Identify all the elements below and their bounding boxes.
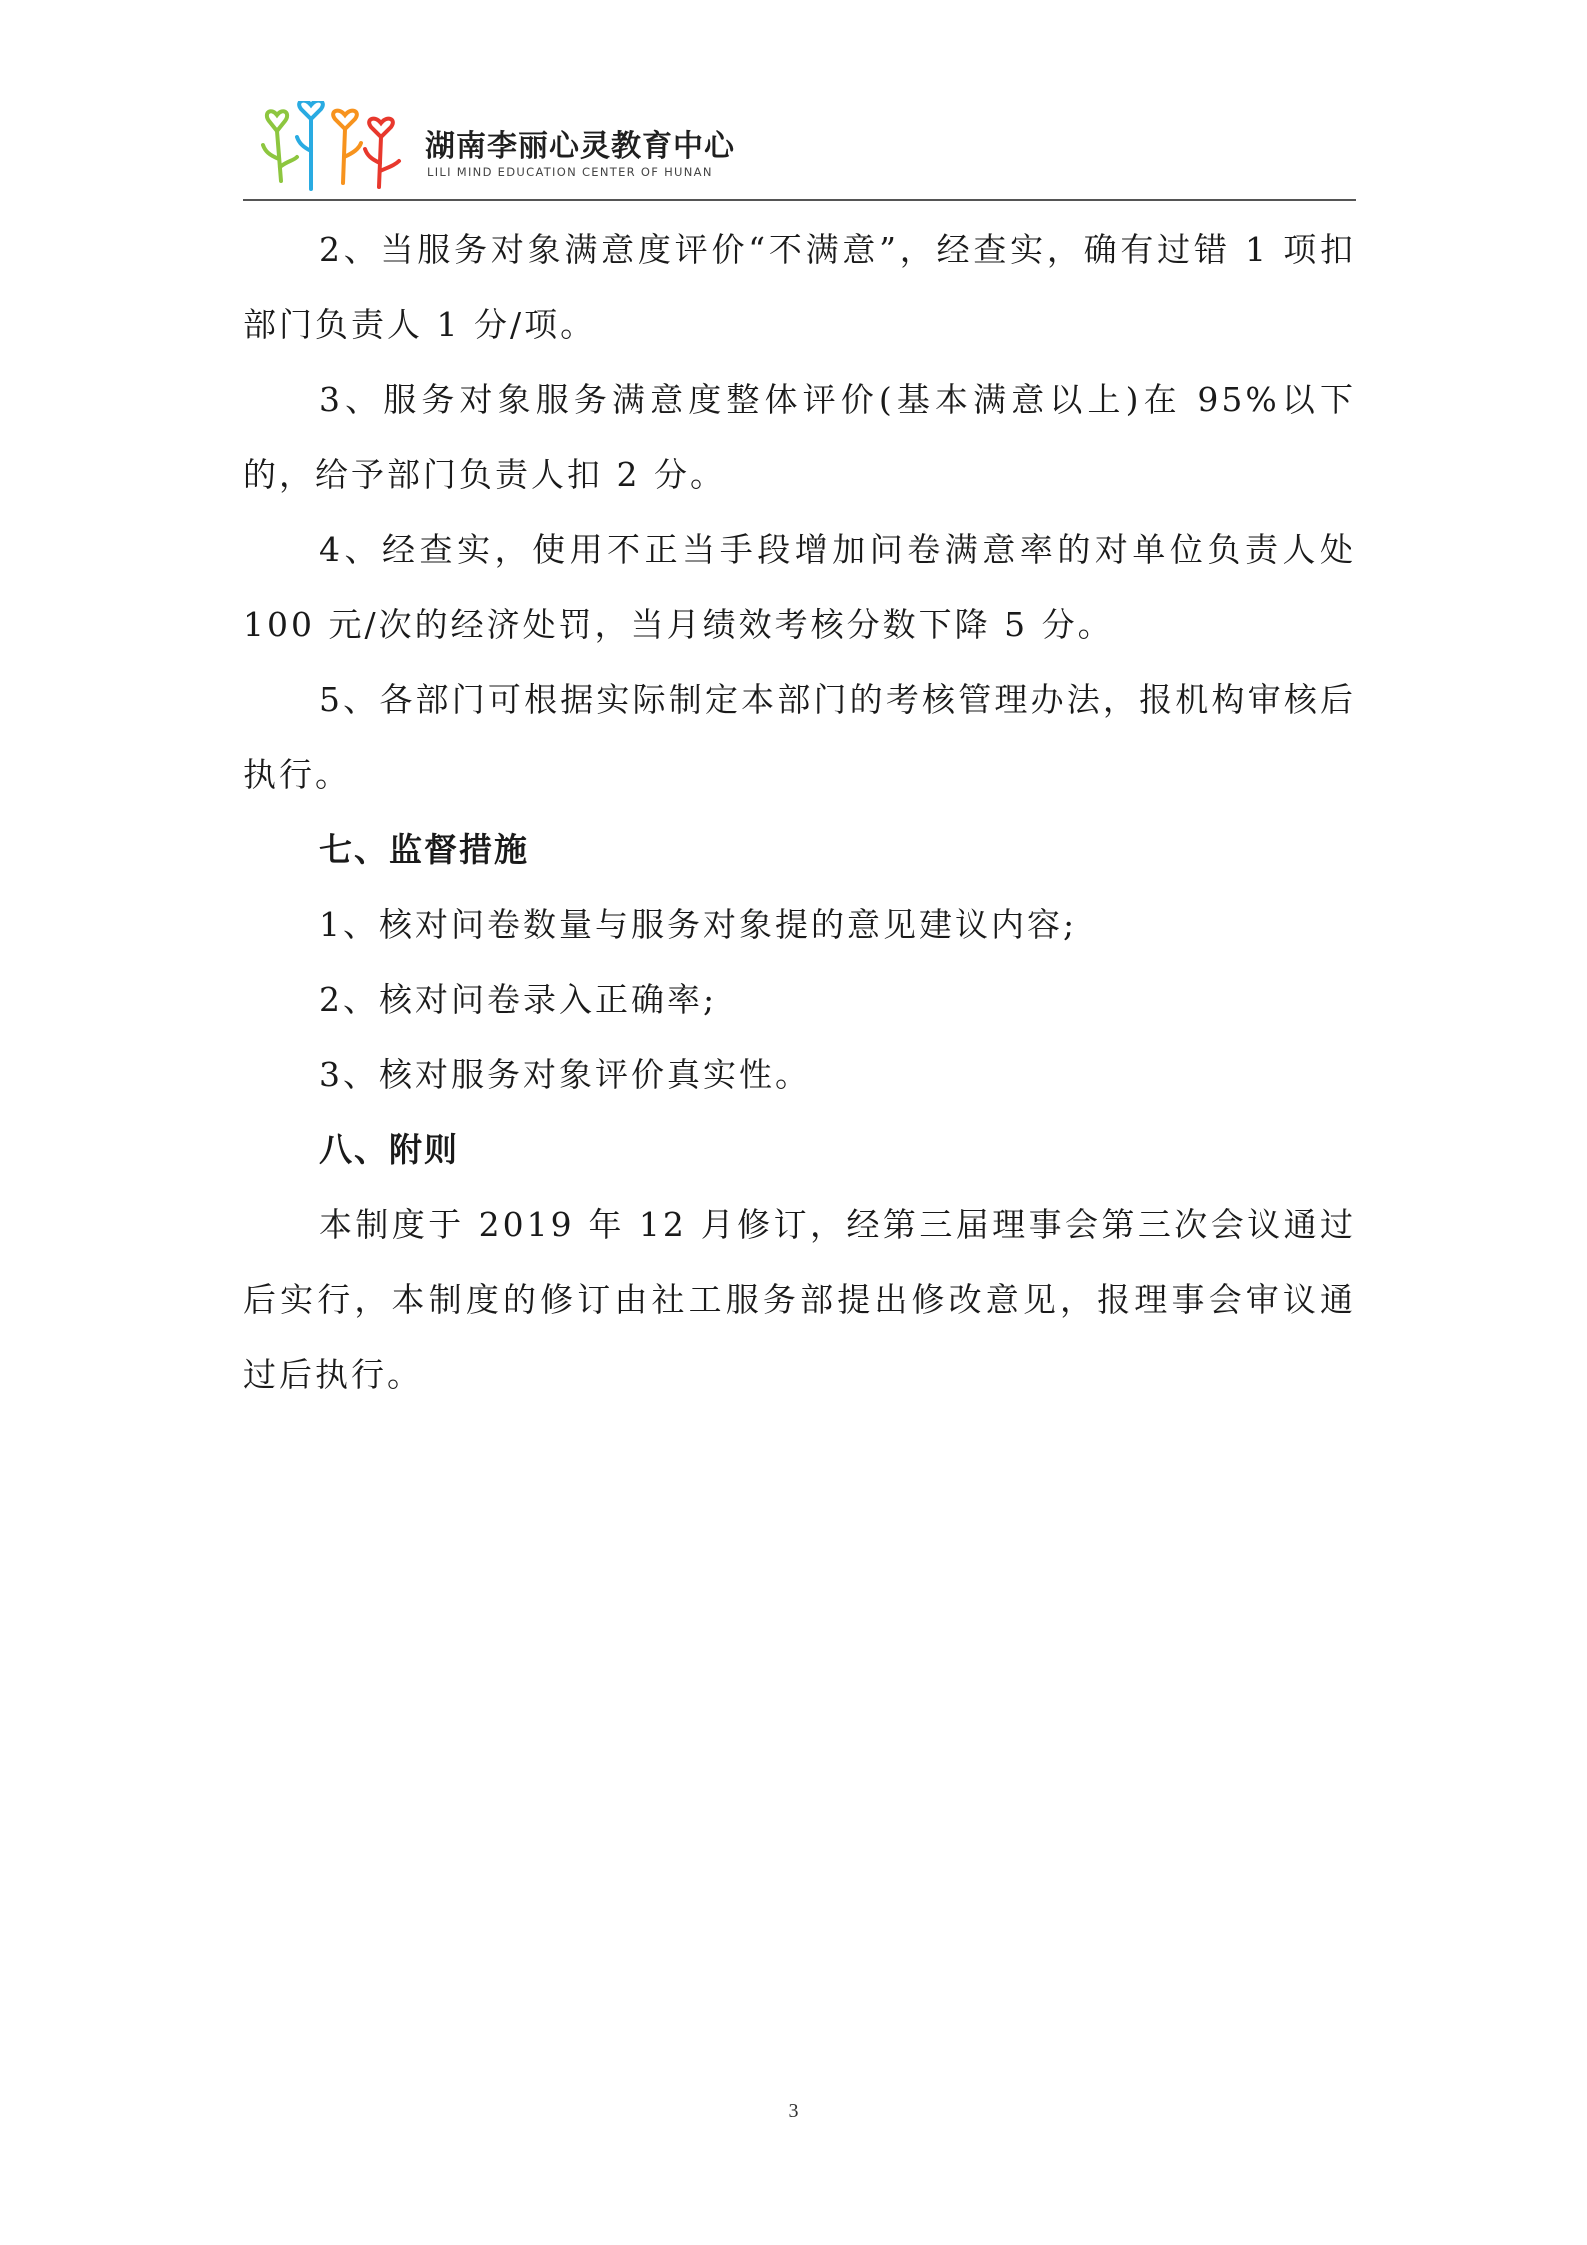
page-number: 3 [788, 2100, 799, 2122]
logo-tree-icon [259, 101, 417, 191]
body-paragraph: 2、当服务对象满意度评价“不满意”，经查实，确有过错 1 项扣部门负责人 1 分/项。 [243, 230, 1356, 344]
body-paragraph: 本制度于 2019 年 12 月修订，经第三届理事会第三次会议通过后实行，本制度的修订由社工服务部提出修改意见，报理事会审议通过后执行。 [243, 1205, 1356, 1394]
organization-name: 湖南李丽心灵教育中心 [425, 129, 735, 164]
page-header [243, 95, 1356, 200]
header-divider [243, 199, 1356, 201]
organization-english-name: LILI MIND EDUCATION CENTER OF HUNAN [427, 165, 713, 179]
section-heading: 八、附则 [319, 1130, 459, 1169]
body-paragraph: 3、核对服务对象评价真实性。 [319, 1055, 811, 1094]
document-body [243, 212, 1356, 1412]
body-paragraph: 4、经查实，使用不正当手段增加问卷满意率的对单位负责人处 100 元/次的经济处罚，当月绩效考核分数下降 5 分。 [243, 530, 1356, 644]
body-paragraph: 5、各部门可根据实际制定本部门的考核管理办法，报机构审核后执行。 [243, 680, 1356, 794]
body-paragraph: 1、核对问卷数量与服务对象提的意见建议内容; [319, 905, 1078, 944]
body-paragraph: 2、核对问卷录入正确率; [319, 980, 718, 1019]
section-heading: 七、监督措施 [319, 830, 529, 869]
body-paragraph: 3、服务对象服务满意度整体评价(基本满意以上)在 95%以下的，给予部门负责人扣 2 分。 [243, 380, 1356, 494]
